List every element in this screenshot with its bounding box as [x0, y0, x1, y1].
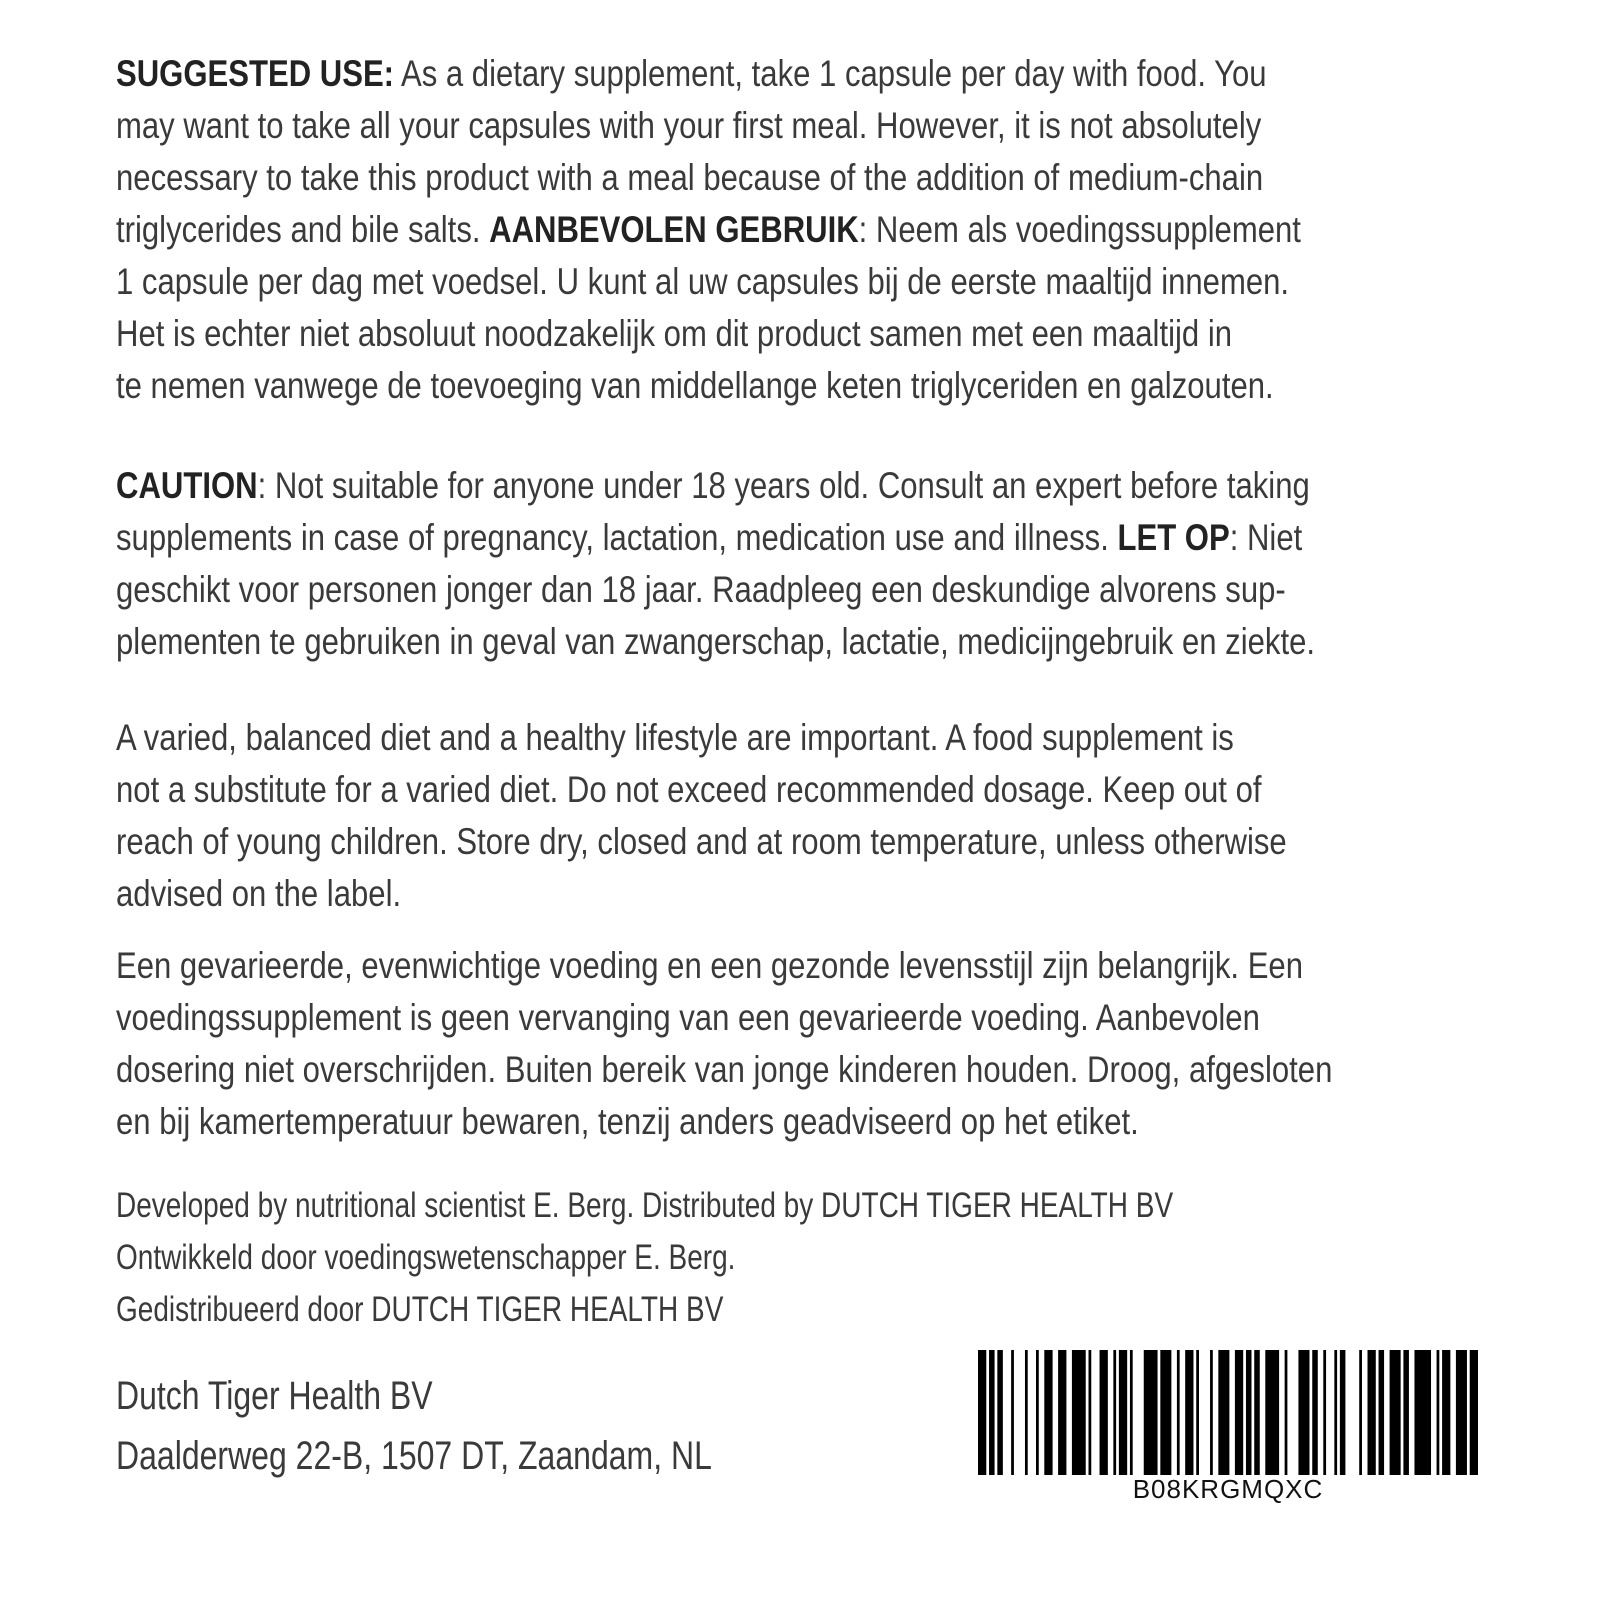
- suggested-use-line: 1 capsule per dag met voedsel. U kunt al uw capsules bij de eerste maaltijd innemen.: [116, 261, 1290, 302]
- advice-line: reach of young children. Store dry, closed and at room temperature, unless otherwise: [116, 821, 1287, 862]
- advice-line: not a substitute for a varied diet. Do not exceed recommended dosage. Keep out of: [116, 769, 1262, 810]
- advice-line: en bij kamertemperatuur bewaren, tenzij anders geadviseerd op het etiket.: [116, 1101, 1139, 1142]
- suggested-use-section: [116, 48, 1527, 412]
- general-advice-nl: [116, 940, 1564, 1148]
- caution-line: geschikt voor personen jonger dan 18 jaar. Raadpleeg een deskundige alvorens sup-: [116, 569, 1286, 610]
- suggested-use-line: SUGGESTED USE: As a dietary supplement, take 1 capsule per day with food. You: [116, 53, 1267, 94]
- barcode-number: B08KRGMQXC: [1132, 1474, 1324, 1504]
- suggested-use-line: necessary to take this product with a meal because of the addition of medium-chain: [116, 157, 1264, 198]
- caution-line: CAUTION: Not suitable for anyone under 18 years old. Consult an expert before taking: [116, 465, 1310, 506]
- suggested-use-line: Het is echter niet absoluut noodzakelijk om dit product samen met een maaltijd in: [116, 313, 1233, 354]
- company-address: [116, 1366, 861, 1486]
- developer-info: [116, 1180, 1437, 1336]
- advice-line: dosering niet overschrijden. Buiten bereik van jonge kinderen houden. Droog, afgesloten: [116, 1049, 1333, 1090]
- general-advice-en: [116, 712, 1510, 920]
- advice-line: Een gevarieerde, evenwichtige voeding en een gezonde levensstijl zijn belangrijk. Een: [116, 945, 1303, 986]
- suggested-use-line: may want to take all your capsules with your first meal. However, it is not absolutely: [116, 105, 1262, 146]
- barcode-icon: [978, 1350, 1478, 1475]
- caution-section: [116, 460, 1543, 668]
- developer-line: Gedistribueerd door DUTCH TIGER HEALTH BV: [116, 1290, 724, 1329]
- suggested-use-line: te nemen vanwege de toevoeging van middellange keten triglyceriden en galzouten.: [116, 365, 1274, 406]
- street-address: Daalderweg 22-B, 1507 DT, Zaandam, NL: [116, 1434, 712, 1478]
- caution-line: supplements in case of pregnancy, lactation, medication use and illness. LET OP: Niet: [116, 517, 1303, 558]
- advice-line: A varied, balanced diet and a healthy lifestyle are important. A food supplement is: [116, 717, 1234, 758]
- suggested-use-line: triglycerides and bile salts. AANBEVOLEN GEBRUIK: Neem als voedingssupplement: [116, 209, 1301, 250]
- advice-line: advised on the label.: [116, 873, 402, 914]
- caution-line: plementen te gebruiken in geval van zwangerschap, lactatie, medicijngebruik en ziekte.: [116, 621, 1316, 662]
- developer-line: Developed by nutritional scientist E. Berg. Distributed by DUTCH TIGER HEALTH BV: [116, 1186, 1174, 1225]
- developer-line: Ontwikkeld door voedingswetenschapper E. Berg.: [116, 1238, 736, 1277]
- company-name: Dutch Tiger Health BV: [116, 1374, 433, 1418]
- advice-line: voedingssupplement is geen vervanging van een gevarieerde voeding. Aanbevolen: [116, 997, 1260, 1038]
